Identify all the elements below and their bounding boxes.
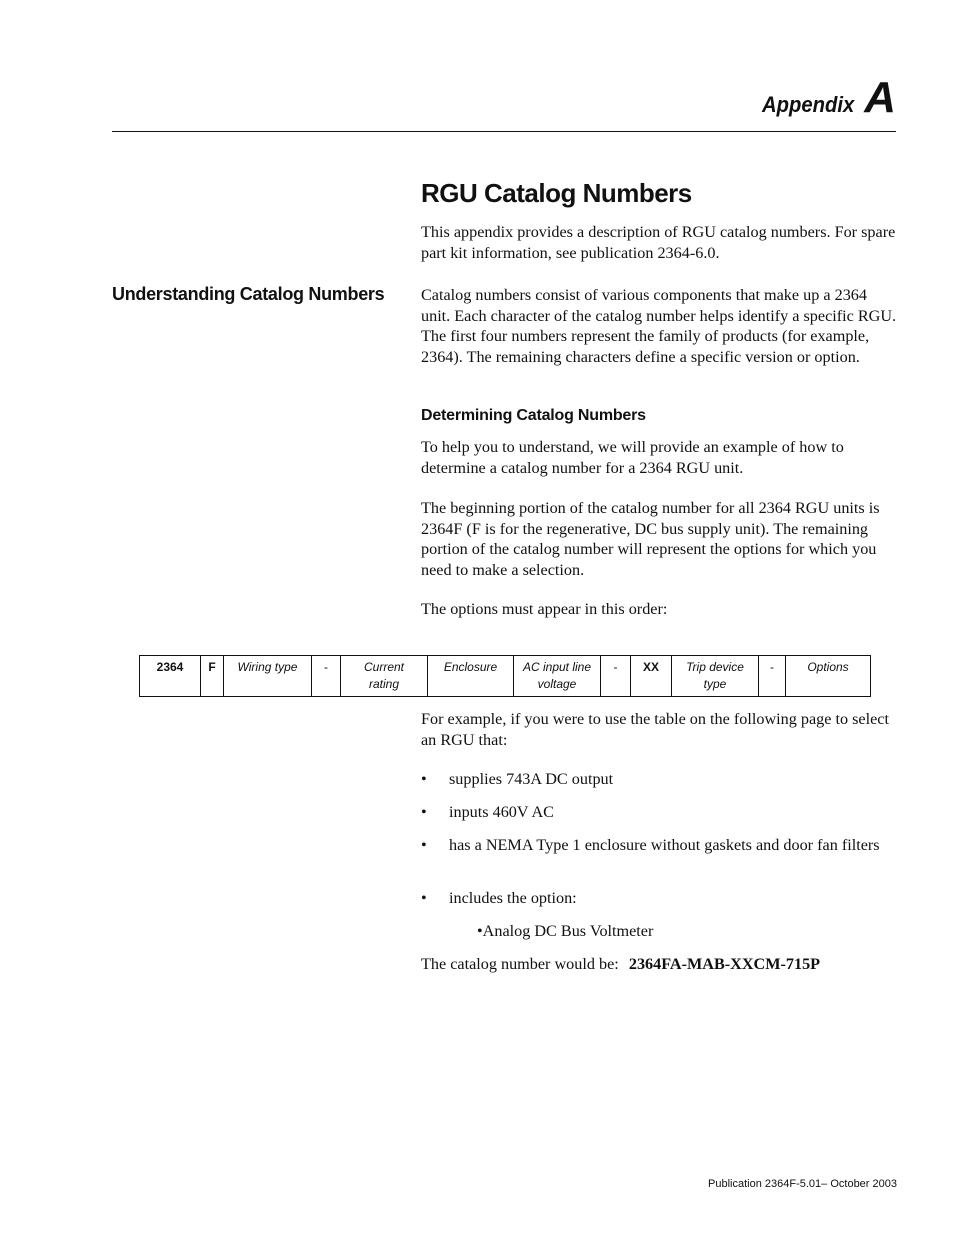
appendix-header (754, 73, 896, 122)
catalog-result-label: The catalog number would be: (421, 955, 619, 973)
example-lead-paragraph: For example, if you were to use the table on the following page to select an RGU that: (421, 710, 889, 749)
list-item: • supplies 743A DC output (421, 770, 614, 788)
table-cell: F (201, 656, 224, 697)
catalog-number-format-table (139, 655, 871, 697)
list-item: • inputs 460V AC (421, 803, 554, 821)
subsection-paragraph-2: The beginning portion of the catalog number for all 2364 RGU units is 2364F (F is for the regenerative, DC bus supply unit). The remaining portion of the catalog number will represent the options for which you need to make a selection. (421, 499, 880, 579)
table-cell: AC input line voltage (514, 656, 601, 697)
table-cell: Options (786, 656, 871, 697)
catalog-result-line (421, 954, 820, 975)
table-cell: Current rating (341, 656, 428, 697)
subsection-heading: Determining Catalog Numbers (421, 407, 646, 424)
page-title: RGU Catalog Numbers (421, 178, 692, 208)
table-row (140, 656, 871, 697)
table-cell: Wiring type (224, 656, 312, 697)
catalog-result-value: 2364FA-MAB-XXCM-715P (628, 955, 821, 973)
appendix-letter: A (864, 73, 896, 122)
bullet-icon: • (421, 836, 427, 854)
list-item: • has a NEMA Type 1 enclosure without gaskets and door fan filters (421, 836, 880, 854)
table-cell: - (312, 656, 341, 697)
bullet-icon: • (421, 803, 427, 821)
table-cell: - (759, 656, 786, 697)
table-cell: - (601, 656, 631, 697)
list-item: • includes the option: (421, 889, 577, 907)
section-heading: Understanding Catalog Numbers (112, 284, 385, 304)
appendix-label: Appendix (762, 92, 855, 117)
table-cell: Trip device type (672, 656, 759, 697)
publication-footer: Publication 2364F-5.01– October 2003 (708, 1178, 897, 1190)
table-cell: XX (631, 656, 672, 697)
intro-paragraph: This appendix provides a description of RGU catalog numbers. For spare part kit information, see publication 2364-6.0. (421, 223, 896, 262)
table-cell: 2364 (140, 656, 201, 697)
table-cell: Enclosure (428, 656, 514, 697)
subsection-paragraph-3: The options must appear in this order: (421, 600, 668, 618)
bullet-icon: • (421, 889, 427, 907)
section-paragraph: Catalog numbers consist of various components that make up a 2364 unit. Each character of the catalog number helps identify a specific RGU. The first four numbers represent the family of products (for example, 2364). The remaining characters define a specific version or option. (421, 286, 897, 366)
option-subitem: •Analog DC Bus Voltmeter (477, 922, 654, 940)
subsection-paragraph-1: To help you to understand, we will provide an example of how to determine a catalog number for a 2364 RGU unit. (421, 438, 844, 477)
bullet-icon: • (421, 770, 427, 788)
header-rule (112, 131, 896, 132)
